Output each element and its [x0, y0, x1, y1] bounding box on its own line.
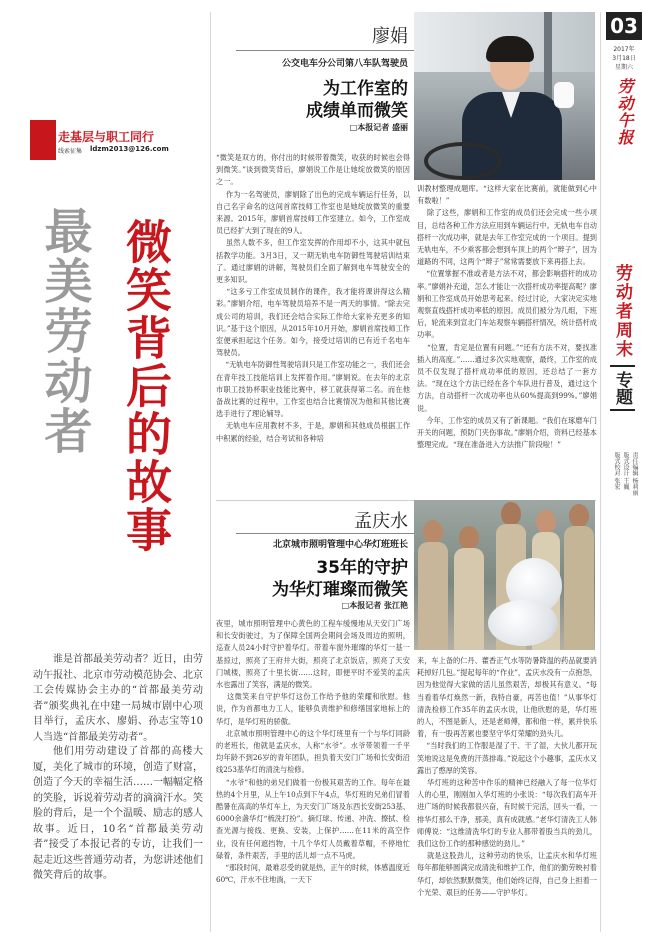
- article2-title-line2: 为华灯璀璨而微笑: [272, 580, 408, 600]
- headline-red: 微笑背后的故事: [119, 218, 173, 554]
- credit-design: 版式设计 王巍: [622, 452, 629, 490]
- article1-col1: “微笑是双方的，你付出的时候带着微笑，收获的时候也会得到微笑。”谈到微笑背后，廖娟说工作是让她绽放微笑的原因之一。 作为一名驾驶员，廖娟除了出色的完成车辆运行任务，以自己名字命名的这间首席技师工作室也是她绽放微笑的重要来源。2015年，廖娟首席技师工作室建立。如今，工作室成员已经扩大到了现在的9人。 虽然人数不多，但工作室发挥的作用却不小，这其中就包括教学功能。3月3日，又一期无轨电车防御性驾驶培训结束了。通过廖娟的讲解，驾驶员们全面了解到电车驾驶安全的更多知识。 “这多亏工作室成员制作的课件，我才能将课讲得这么精彩。”廖娟介绍，电车驾驶员培养不是一两天的事情。“除去完成公司的培训，我们还会结合实际工作给大家补充更多的知识。”基于这个原因，从2015年10月开始，廖娟首席技师工作室便承担起这个任务。如今，接受过培训的已有近千名电车驾驶员。 “无轨电车防御性驾驶培训只是工作室功能之一，我们还会在青年技工技能培训上发挥着作用。”廖娟说。在去年的北京市职工技协杯职业技能比赛中，移工就获得第二名。而在他备战比赛的过程中，工作室也结合比赛情况为他和其他比赛选手进行了理论辅导。 无轨电车应用教材不多，于是，廖娟和其他成员根据工作中积累的经验，结合考试和各种培: [216, 153, 410, 443]
- page-number: 03: [606, 12, 642, 40]
- column-logo-line2: 线索征集: [58, 148, 83, 155]
- team-member-5: [564, 504, 594, 650]
- column-logo-email: ldzm2013@126.com: [90, 145, 169, 153]
- date-month-day: 3月18日: [612, 55, 636, 62]
- team-member-2: [454, 526, 484, 650]
- article2-rule: [236, 533, 414, 534]
- date-year: 2017年: [613, 46, 635, 53]
- date-weekday: 星期六: [614, 64, 633, 71]
- article1-title-line1: 为工作室的: [323, 79, 408, 99]
- paper-name-logo: 劳动午报: [615, 78, 634, 146]
- intro-paragraph-1: 谁是首都最美劳动者？近日，由劳动午报社、北京市劳动模范协会、北京工会传媒协会主办的“首都最美劳动者”颁奖典礼在中建一局城市剧中心项目举行，孟庆水、廖娟、孙志宝等10人当选“首都最美劳动者”。: [33, 654, 203, 743]
- article1-name: 廖娟: [372, 26, 408, 47]
- steering-wheel: [424, 142, 502, 180]
- article2-header: [216, 505, 414, 615]
- intro-paragraph-2: 他们用劳动建设了首都的高楼大厦，美化了城市的环境，创造了财富，创造了今天的幸福生活……一幅幅定格的笑脸，诉说着劳动者的滴滴汗水。笑脸的背后，是一个个温暖、励志的感人故事。近日，10名“首都最美劳动者”接受了本报记者的专访，让我们一起走近这些普通劳动者，为您讲述他们微笑背后的故事。: [33, 746, 203, 881]
- credit-editor: 责任编辑 杨莉丽: [631, 452, 638, 496]
- column-logo-title: 走基层与职工同行: [58, 130, 155, 144]
- article2-byline: □本报记者 张江艳: [341, 601, 408, 610]
- column-rule-right: [600, 12, 601, 932]
- article1-header: [216, 12, 414, 152]
- right-rail: [604, 12, 648, 932]
- article1-title-line2: 成绩单而微笑: [306, 101, 408, 121]
- article1-byline: □本报记者 盛丽: [349, 123, 408, 132]
- article2-col1: 夜里，城市照明管理中心黄色的工程车缓慢地从天安门广场和长安街驶过，为了保障全国两会期间会场及周边的照明，巡查人员24小时守护着华灯。带着车窗外璀璨的华灯一基一基掠过，照亮了王府井大街，照亮了北京饭店，照亮了天安门城楼，照亮了十里长街……这时，即便平时不爱笑的孟庆水也露出了笑容，满是的微笑。 这微笑来自守护华灯这份工作给予他的荣耀和欣慰。他说，作为首都电力工人，能够负责维护和修缮国家地标上的华灯，是华灯班的骄傲。 北京城市照明管理中心的这个华灯班里有一个与华灯同龄的老班长，他就是孟庆水，人称“水爷”。水爷带领着一千平均年龄不到26岁的青年团队，担负着天安门广场和长安街沿线253基华灯的清洗与检修。 “水爷”和他的弟兄们做着一份极其艰苦的工作。每年在最热的4个月里，从上午10点到下午4点，华灯班的兄弟们冒着酷暑在高高的华灯车上，为天安门广场及东西长安街253基、6000余盏华灯“梳洗打扮”。摘灯球、传递、冲洗、擦拭、检查光源与接线、更换、安装，上保护……在11米的高空作业，没有任何遮挡物，十几个华灯人员戴着草帽，不停地忙碌着，条件艰苦，手里的活儿却一点不马虎。 “那段时间，最难忍受的就是热，正午的时候，体感温度近60℃，汗水不住地淌，一天下: [216, 619, 410, 885]
- article1-col2: 训教材整理成题库。“这样大家在比赛前，就能做到心中有数啦！” 除了这些，廖娟和工作室的成员们还会完成一些小项目，总结各种工作方法应用到车辆运行中。无轨电车自动搭杆一次成功率，就是去年工作室完成的一个项目。提到无轨电车，不少乘客都会想到车顶上的两个“辫子”，因为道路的不同，这两个“辫子”常常需要放下来再搭上去。 “位置掌握不准或者是方法不对，都会影响搭杆的成功率。”廖娟补充道，怎么才能让一次搭杆成功率提高呢？廖娟和工作室成员开始思考起来。经过讨论，大家决定实地观察直线搭杆成功率低的原因。成员们被分为几组，下班后，轮流来到宣北门车站观察车辆搭杆情况，统计搭杆成功率。 “位置，肯定是位置有问题。”“还有方法不对，要找准插入的高度。”……通过多次实地观察，最终，工作室的成员不仅发现了搭杆成功率低的原因，还总结了一套方法。“现在这个方法已经在各个车队进行普及，通过这个方法，自动搭杆一次成功率也从60%提高到99%。”廖娟说。 今年，工作室的成员又有了新课题。“我们在琢磨车门开关的问题，预防门夹伤事故。”廖娟介绍，资料已经基本整理完成。“现在准备进入方法推广阶段啦！”: [417, 184, 597, 450]
- column-rule-left: [210, 12, 211, 932]
- credit-proof: 版式校对 张宏: [613, 452, 620, 490]
- lamp-globe-2: [488, 600, 558, 646]
- section-name: 劳动者周末: [612, 264, 632, 359]
- article1-rule: [236, 50, 414, 51]
- article2-role: 北京城市照明管理中心华灯班班长: [272, 540, 408, 550]
- article2-title-line1: 35年的守护: [316, 558, 408, 578]
- bus-driver-photo: [414, 12, 595, 180]
- article1-role: 公交电车分公司第八车队驾驶员: [281, 59, 408, 69]
- headline-gray: 最美劳动者: [36, 206, 92, 456]
- section-sub: 专题: [610, 365, 635, 411]
- team-member-1: [418, 520, 448, 650]
- lamp-team-photo: [414, 500, 595, 650]
- column-logo: [30, 120, 200, 160]
- column-logo-mark: [30, 120, 56, 160]
- article2-name: 孟庆水: [354, 511, 408, 532]
- driver-glove: [554, 82, 574, 108]
- article2-col2: 来，车上备的仁丹、藿香正气水等防暑降温的药品就要消耗掉好几包。”提起每年的“作业”，孟庆水没有一点抱怨，因为他觉得大家做的活儿虽然艰苦，却极其有意义。“每当看着华灯焕然一新，我特自豪，再苦也值！”从事华灯清洗检修工作35年的孟庆水说，让他欣慰的是，华灯班的人，不图是新人，还是老师傅，都和他一样，累并快乐着，有一股再苦累也要坚守华灯荣耀的劲头儿。 “当时我们的工作服是湿了干、干了湿，大伙儿都开玩笑地说这是免费的汗蒸排毒。”说起这个小趣事，孟庆水又露出了憨厚的笑容。 华灯班的这种苦中作乐的精神已经融入了每一位华灯人的心里，刚刚加入华灯班的小张说：“每次我们高车开进广场的时候我都很兴奋，有时候干完活，回头一看，一排华灯那么干净，那美，真有成就感。”老华灯清洗工人韩师傅说：“这维清洗华灯的专业人都带着股当兵的劲儿，我们这份工作的那种感觉的劲儿。” 就是这股劲儿，这种劳动的快乐，让孟庆水和华灯班每年都能够圆满完成清洗和维护工作，他们的勤劳映衬着华灯，却依然默默微笑，他们始终记得，自己身上担着一个光荣、艰巨的任务——守护华灯。: [417, 656, 597, 897]
